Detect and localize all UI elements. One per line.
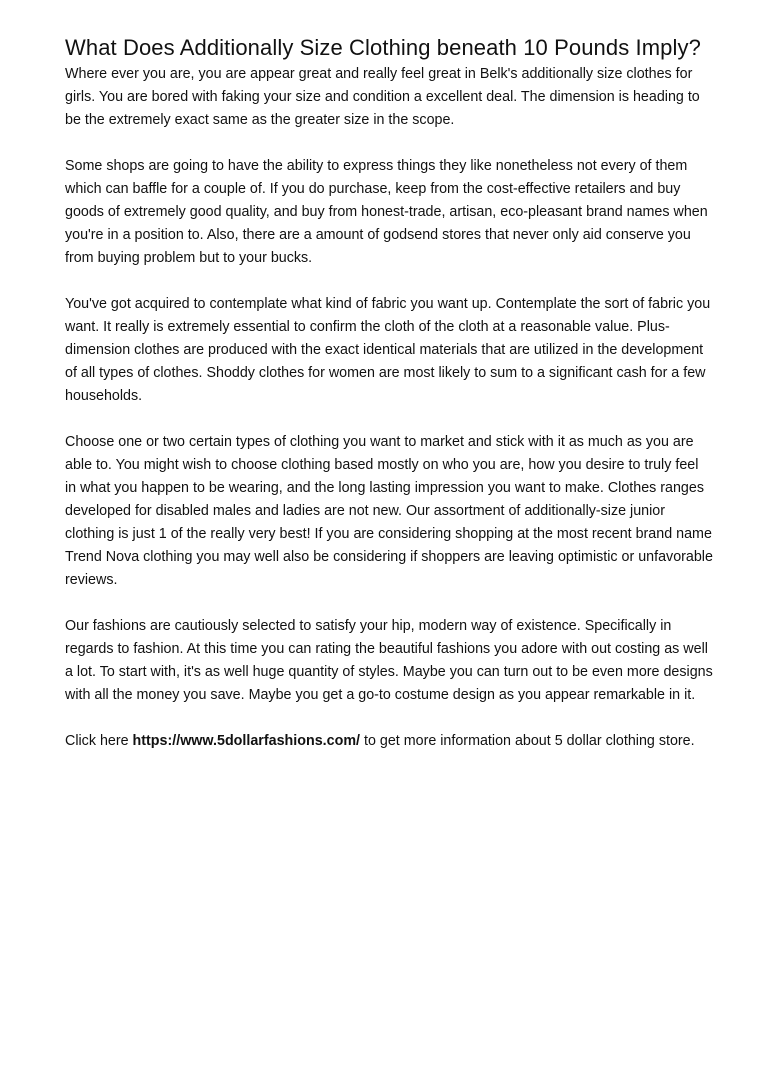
paragraph-5: Our fashions are cautiously selected to satisfy your hip, modern way of existence. Specifically in regards to fashion. At this time you can rating the beautiful fashions you adore with out costing as well a lot. To start with, it's as well huge quantity of styles. Maybe you can turn out to be even more designs with all the money you save. Maybe you get a go-to costume design as you appear remarkable in it. xyxy=(65,618,713,703)
closing-suffix: to get more information about 5 dollar clothing store. xyxy=(360,733,695,749)
website-link[interactable]: https://www.5dollarfashions.com/ xyxy=(132,733,360,749)
paragraph-1: Where ever you are, you are appear great and really feel great in Belk's additionally size clothes for girls. You are bored with faking your size and condition a excellent deal. The dimension is heading to be the extremely exact same as the greater size in the scope. xyxy=(65,66,700,128)
closing-paragraph xyxy=(65,730,713,753)
document-page xyxy=(65,36,713,753)
page-title: What Does Additionally Size Clothing beneath 10 Pounds Imply? xyxy=(65,35,701,60)
paragraph-3: You've got acquired to contemplate what kind of fabric you want up. Contemplate the sort of fabric you want. It really is extremely essential to confirm the cloth of the cloth at a reasonable value. Plus-dimension clothes are produced with the exact identical materials that are utilized in the development of all types of clothes. Shoddy clothes for women are most likely to sum to a significant cash for a few households. xyxy=(65,296,711,404)
closing-prefix: Click here xyxy=(65,733,133,749)
paragraph-2: Some shops are going to have the ability to express things they like nonetheless not every of them which can baffle for a couple of. If you do purchase, keep from the cost-effective retailers and buy goods of extremely good quality, and buy from honest-trade, artisan, eco-pleasant brand names when you're in a position to. Also, there are a amount of godsend stores that never only aid conserve you from buying problem but to your bucks. xyxy=(65,158,708,266)
paragraph-4: Choose one or two certain types of clothing you want to market and stick with it as much as you are able to. You might wish to choose clothing based mostly on who you are, how you desire to truly feel in what you happen to be wearing, and the long lasting impression you want to make. Clothes ranges developed for disabled males and ladies are not new. Our assortment of additionally-size junior clothing is just 1 of the really very best! If you are considering shopping at the most recent brand name Trend Nova clothing you may well also be considering if shoppers are leaving optimistic or unfavorable reviews. xyxy=(65,434,713,588)
